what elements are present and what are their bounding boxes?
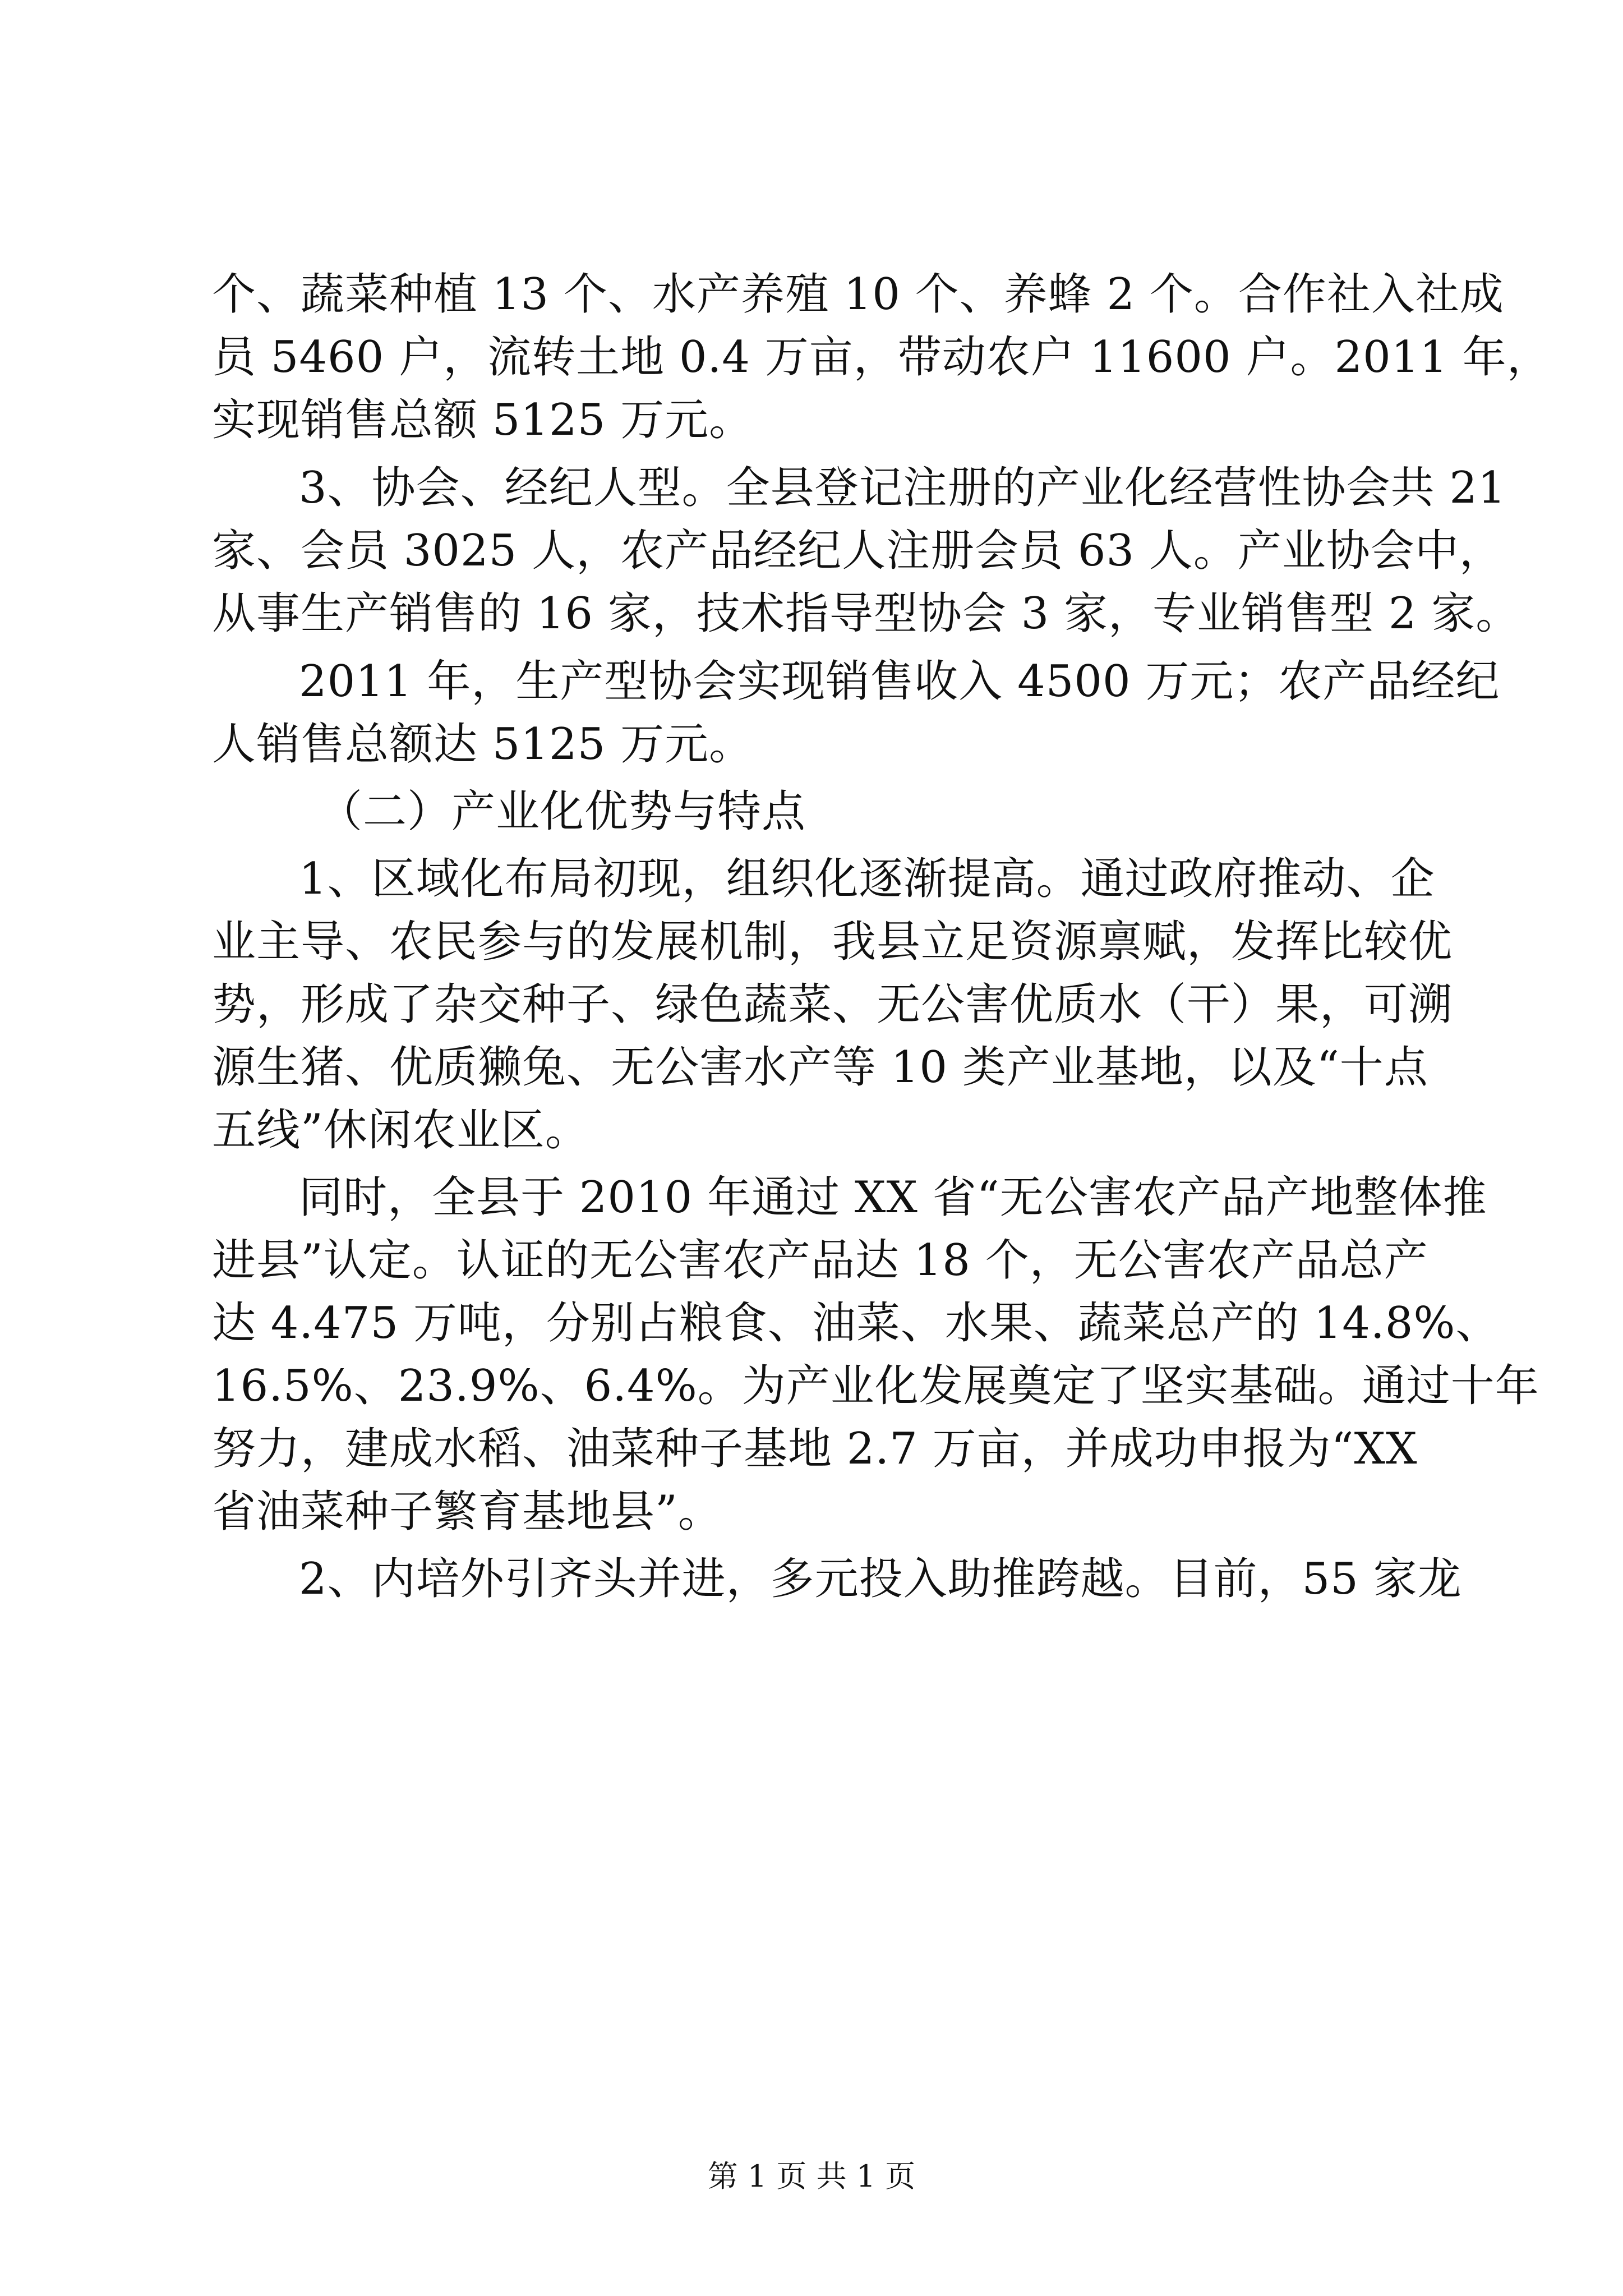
- page-footer: 第 1 页 共 1 页: [707, 2159, 916, 2194]
- text-line: 员 5460 户，流转土地 0.4 万亩，带动农户 11600 户。2011 年，: [212, 332, 1551, 383]
- paragraph-start-line: 1、区域化布局初现，组织化逐渐提高。通过政府推动、企: [299, 854, 1435, 904]
- paragraph-start-line: 同时，全县于 2010 年通过 XX 省“无公害农产品产地整体推: [299, 1172, 1487, 1223]
- text-line: 努力，建成水稻、油菜种子基地 2.7 万亩，并成功申报为“XX: [212, 1424, 1418, 1474]
- paragraph-start-line: 2011 年，生产型协会实现销售收入 4500 万元；农产品经纪: [299, 656, 1500, 707]
- paragraph-start-line: 2、内培外引齐头并进，多元投入助推跨越。目前，55 家龙: [299, 1554, 1462, 1604]
- text-line: 五线”休闲农业区。: [212, 1105, 589, 1156]
- text-line: 省油菜种子繁育基地县”。: [212, 1487, 722, 1537]
- text-line: 16.5%、23.9%、6.4%。为产业化发展奠定了坚实基础。通过十年: [212, 1361, 1539, 1411]
- section-heading: （二）产业化优势与特点: [319, 786, 806, 837]
- text-line: 实现销售总额 5125 万元。: [212, 395, 754, 445]
- text-line: 人销售总额达 5125 万元。: [212, 719, 754, 770]
- text-line: 进县”认定。认证的无公害农产品达 18 个，无公害农产品总产: [212, 1235, 1428, 1286]
- paragraph-start-line: 3、协会、经纪人型。全县登记注册的产业化经营性协会共 21: [299, 463, 1506, 513]
- text-line: 源生猪、优质獭兔、无公害水产等 10 类产业基地，以及“十点: [212, 1042, 1428, 1093]
- text-line: 从事生产销售的 16 家，技术指导型协会 3 家，专业销售型 2 家。: [212, 588, 1520, 639]
- text-line: 达 4.475 万吨，分别占粮食、油菜、水果、蔬菜总产的 14.8%、: [212, 1298, 1500, 1349]
- text-line: 个、蔬菜种植 13 个、水产养殖 10 个、养蜂 2 个。合作社入社成: [212, 269, 1504, 320]
- text-line: 势，形成了杂交种子、绿色蔬菜、无公害优质水（干）果，可溯: [212, 979, 1453, 1030]
- text-line: 家、会员 3025 人，农产品经纪人注册会员 63 人。产业协会中，: [212, 526, 1504, 576]
- text-line: 业主导、农民参与的发展机制，我县立足资源禀赋，发挥比较优: [212, 917, 1453, 967]
